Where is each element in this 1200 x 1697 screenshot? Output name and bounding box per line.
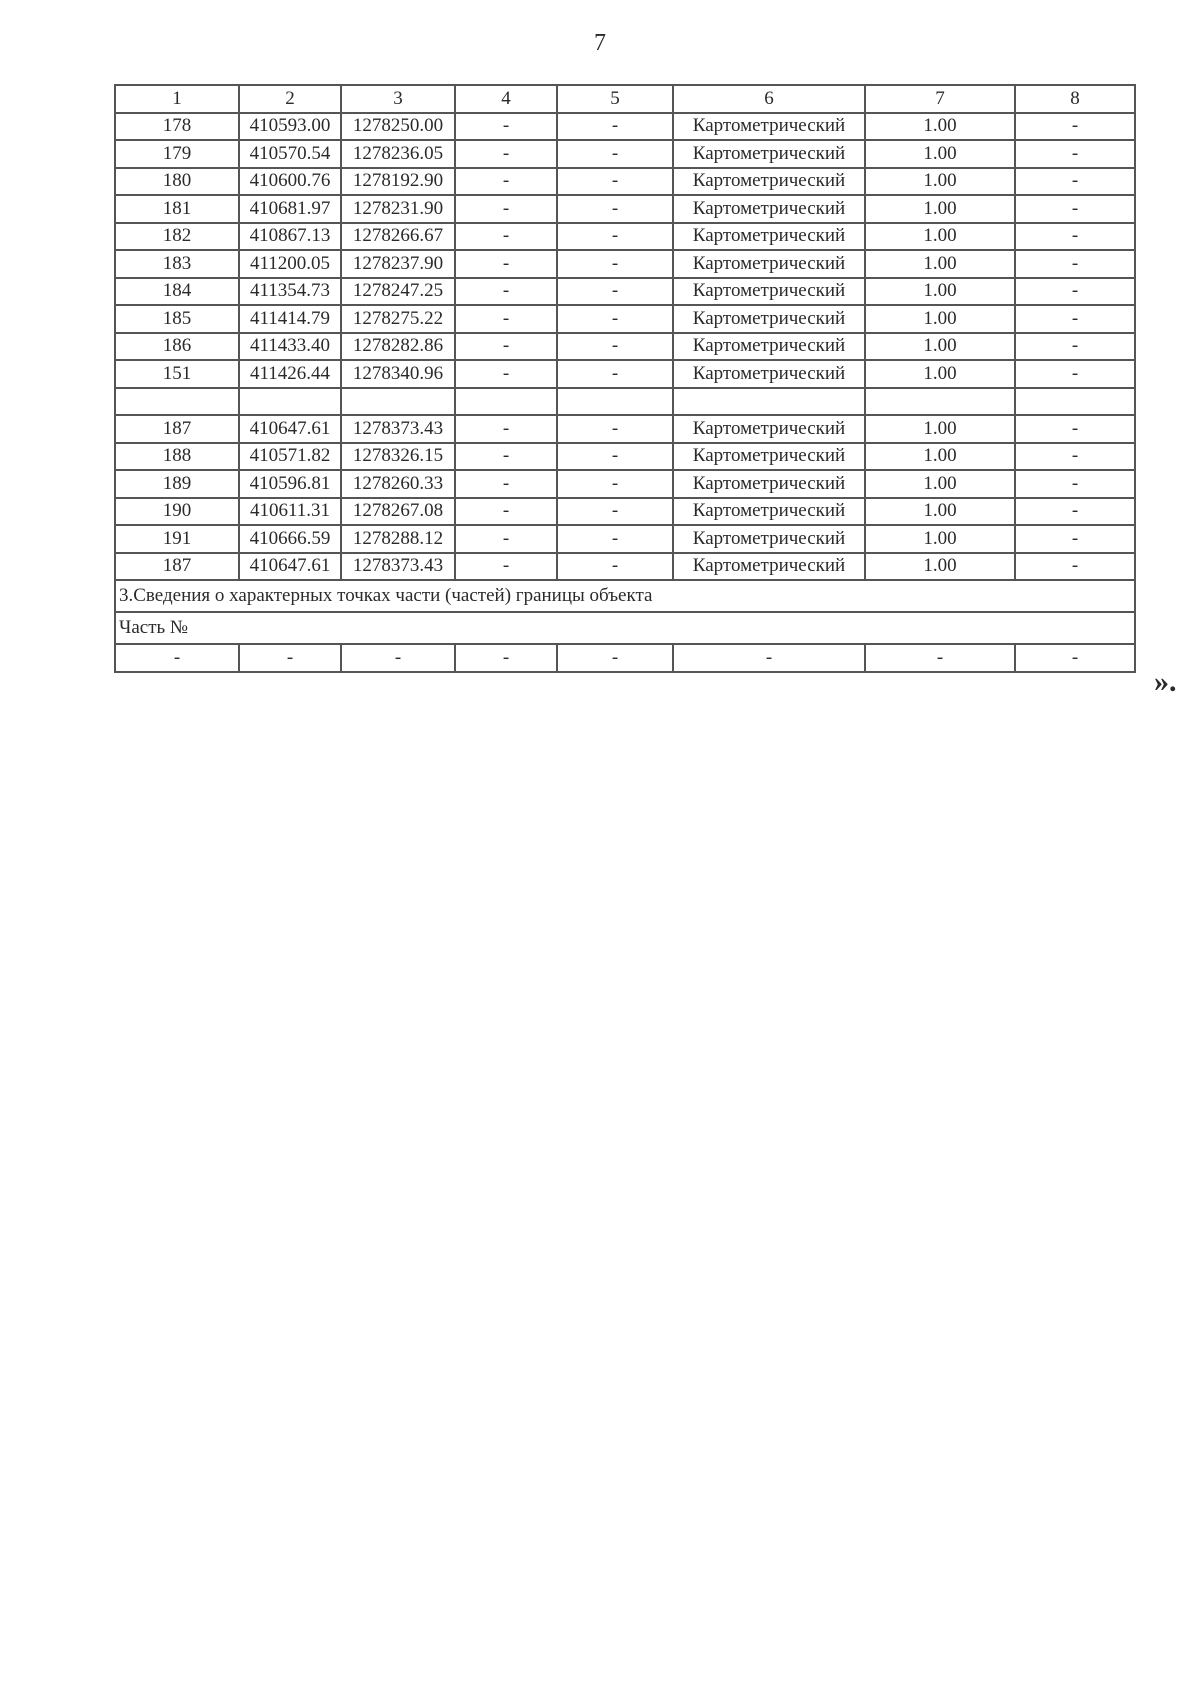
table-cell: 410681.97: [239, 195, 341, 223]
table-cell: 410571.82: [239, 443, 341, 471]
table-cell: 178: [115, 113, 239, 141]
table-cell: -: [455, 525, 557, 553]
table-cell: -: [455, 470, 557, 498]
table-cell: 1.00: [865, 525, 1015, 553]
table-cell: 181: [115, 195, 239, 223]
table-cell: -: [1015, 113, 1135, 141]
table-cell: 411354.73: [239, 278, 341, 306]
table-cell: 411433.40: [239, 333, 341, 361]
table-cell: 410611.31: [239, 498, 341, 526]
table-cell: -: [557, 415, 673, 443]
part-label-row-text: Часть №: [115, 612, 1135, 644]
table-cell: -: [557, 250, 673, 278]
table-cell: -: [1015, 168, 1135, 196]
table-cell: Картометрический: [673, 525, 865, 553]
table-cell: -: [557, 360, 673, 388]
table-cell: Картометрический: [673, 140, 865, 168]
table-cell: 1278373.43: [341, 415, 455, 443]
table-cell: -: [1015, 644, 1135, 672]
table-cell: Картометрический: [673, 250, 865, 278]
table-cell: 7: [865, 85, 1015, 113]
table-cell: -: [1015, 140, 1135, 168]
table-cell: 1.00: [865, 415, 1015, 443]
table-row: [115, 278, 1135, 306]
table-cell: 187: [115, 415, 239, 443]
table-row: [115, 305, 1135, 333]
table-cell: -: [1015, 498, 1135, 526]
table-cell: -: [557, 644, 673, 672]
table-cell: 1278260.33: [341, 470, 455, 498]
table-cell: 1.00: [865, 470, 1015, 498]
table-cell: -: [455, 333, 557, 361]
table-cell: 411200.05: [239, 250, 341, 278]
empty-cell: [115, 388, 239, 416]
table-cell: 1278288.12: [341, 525, 455, 553]
table-cell: Картометрический: [673, 113, 865, 141]
table-row: [115, 360, 1135, 388]
table-cell: Картометрический: [673, 168, 865, 196]
table-cell: 187: [115, 553, 239, 581]
table-cell: 1278236.05: [341, 140, 455, 168]
table-cell: Картометрический: [673, 415, 865, 443]
table-row: [115, 140, 1135, 168]
table-cell: -: [557, 140, 673, 168]
table-cell: 410647.61: [239, 415, 341, 443]
table-row: [115, 553, 1135, 581]
empty-cell: [557, 388, 673, 416]
table-cell: 1278266.67: [341, 223, 455, 251]
table-cell: Картометрический: [673, 553, 865, 581]
table-body: [115, 85, 1135, 672]
table-cell: Картометрический: [673, 195, 865, 223]
section-title-row-text: 3.Сведения о характерных точках части (частей) границы объекта: [115, 580, 1135, 612]
table-cell: -: [455, 443, 557, 471]
empty-cell: [455, 388, 557, 416]
table-cell: 2: [239, 85, 341, 113]
table-cell: 183: [115, 250, 239, 278]
table-cell: 1: [115, 85, 239, 113]
table-cell: -: [455, 305, 557, 333]
table-cell: 1278237.90: [341, 250, 455, 278]
table-cell: -: [455, 278, 557, 306]
table-cell: Картометрический: [673, 443, 865, 471]
table-cell: -: [557, 525, 673, 553]
closing-quote: ».: [1154, 665, 1177, 698]
empty-cell: [865, 388, 1015, 416]
table-cell: -: [557, 498, 673, 526]
table-cell: 1.00: [865, 333, 1015, 361]
table-cell: -: [1015, 223, 1135, 251]
table-cell: 1.00: [865, 305, 1015, 333]
table-cell: Картометрический: [673, 223, 865, 251]
table-row: [115, 195, 1135, 223]
table-cell: -: [1015, 305, 1135, 333]
table-cell: 1.00: [865, 553, 1015, 581]
table-cell: -: [455, 195, 557, 223]
table-cell: 410600.76: [239, 168, 341, 196]
table-cell: Картометрический: [673, 470, 865, 498]
page-number: 7: [594, 30, 606, 56]
table-cell: 1278192.90: [341, 168, 455, 196]
table-cell: 1278267.08: [341, 498, 455, 526]
table-cell: Картометрический: [673, 305, 865, 333]
table-cell: -: [239, 644, 341, 672]
table-cell: 180: [115, 168, 239, 196]
table-cell: -: [1015, 360, 1135, 388]
table-row: [115, 333, 1135, 361]
table-cell: Картометрический: [673, 333, 865, 361]
table-cell: 1.00: [865, 278, 1015, 306]
table-cell: -: [557, 333, 673, 361]
table-row: [115, 250, 1135, 278]
table-cell: 5: [557, 85, 673, 113]
table-cell: 151: [115, 360, 239, 388]
table-cell: Картометрический: [673, 498, 865, 526]
table-cell: 410570.54: [239, 140, 341, 168]
table-row: [115, 470, 1135, 498]
empty-cell: [673, 388, 865, 416]
table-cell: -: [455, 644, 557, 672]
table-cell: 1278340.96: [341, 360, 455, 388]
table-cell: 4: [455, 85, 557, 113]
table-cell: -: [1015, 443, 1135, 471]
table-cell: 188: [115, 443, 239, 471]
table-cell: 1.00: [865, 168, 1015, 196]
table-cell: -: [1015, 250, 1135, 278]
table-cell: -: [455, 360, 557, 388]
section-title-row: [115, 580, 1135, 612]
table-cell: -: [455, 140, 557, 168]
table-cell: -: [455, 168, 557, 196]
part-label-row: [115, 612, 1135, 644]
table-cell: -: [341, 644, 455, 672]
table-cell: 410647.61: [239, 553, 341, 581]
table-cell: 1278326.15: [341, 443, 455, 471]
table-cell: -: [115, 644, 239, 672]
table-cell: 410666.59: [239, 525, 341, 553]
table-cell: -: [1015, 333, 1135, 361]
table-row: [115, 223, 1135, 251]
table-cell: -: [1015, 278, 1135, 306]
table-cell: 8: [1015, 85, 1135, 113]
table-cell: 1.00: [865, 250, 1015, 278]
table-cell: 179: [115, 140, 239, 168]
table-cell: 1278250.00: [341, 113, 455, 141]
table-cell: -: [1015, 553, 1135, 581]
table-cell: 410593.00: [239, 113, 341, 141]
table-cell: 1.00: [865, 140, 1015, 168]
table-cell: -: [557, 470, 673, 498]
table-cell: -: [557, 195, 673, 223]
table-cell: 191: [115, 525, 239, 553]
empty-cell: [239, 388, 341, 416]
table-cell: 1.00: [865, 113, 1015, 141]
table-cell: 184: [115, 278, 239, 306]
table-cell: -: [1015, 415, 1135, 443]
table-cell: 1.00: [865, 223, 1015, 251]
table-cell: 1278373.43: [341, 553, 455, 581]
table-cell: 1.00: [865, 195, 1015, 223]
table-cell: -: [455, 223, 557, 251]
table-cell: -: [1015, 470, 1135, 498]
table-cell: 3: [341, 85, 455, 113]
table-row: [115, 415, 1135, 443]
table-cell: -: [673, 644, 865, 672]
part-data-row: [115, 644, 1135, 672]
table-cell: -: [557, 168, 673, 196]
table-cell: -: [557, 305, 673, 333]
table-cell: -: [455, 250, 557, 278]
table-cell: -: [557, 223, 673, 251]
table-row: [115, 525, 1135, 553]
table-cell: 186: [115, 333, 239, 361]
table-cell: -: [455, 498, 557, 526]
table-cell: 6: [673, 85, 865, 113]
table-cell: Картометрический: [673, 360, 865, 388]
table-cell: 1278247.25: [341, 278, 455, 306]
table-cell: 185: [115, 305, 239, 333]
table-cell: 410867.13: [239, 223, 341, 251]
table-cell: -: [557, 443, 673, 471]
table-cell: -: [1015, 525, 1135, 553]
table-cell: -: [557, 113, 673, 141]
table-cell: Картометрический: [673, 278, 865, 306]
table-cell: 189: [115, 470, 239, 498]
table-cell: -: [1015, 195, 1135, 223]
table-cell: -: [455, 415, 557, 443]
table-cell: -: [455, 553, 557, 581]
table-cell: 1278275.22: [341, 305, 455, 333]
table-row: [115, 168, 1135, 196]
table-row: [115, 498, 1135, 526]
table-cell: 410596.81: [239, 470, 341, 498]
table-cell: -: [557, 278, 673, 306]
table-cell: 1278282.86: [341, 333, 455, 361]
table-row: [115, 443, 1135, 471]
empty-cell: [341, 388, 455, 416]
table-cell: 1.00: [865, 443, 1015, 471]
table-cell: 1.00: [865, 498, 1015, 526]
boundary-points-table: [114, 84, 1136, 673]
table-cell: -: [865, 644, 1015, 672]
table-row: [115, 113, 1135, 141]
table-cell: 1278231.90: [341, 195, 455, 223]
header-row: [115, 85, 1135, 113]
table-cell: 190: [115, 498, 239, 526]
table-cell: 182: [115, 223, 239, 251]
table-cell: 411426.44: [239, 360, 341, 388]
empty-cell: [1015, 388, 1135, 416]
empty-separator-row: [115, 388, 1135, 416]
table-cell: 1.00: [865, 360, 1015, 388]
table-cell: -: [557, 553, 673, 581]
table-cell: -: [455, 113, 557, 141]
table-cell: 411414.79: [239, 305, 341, 333]
